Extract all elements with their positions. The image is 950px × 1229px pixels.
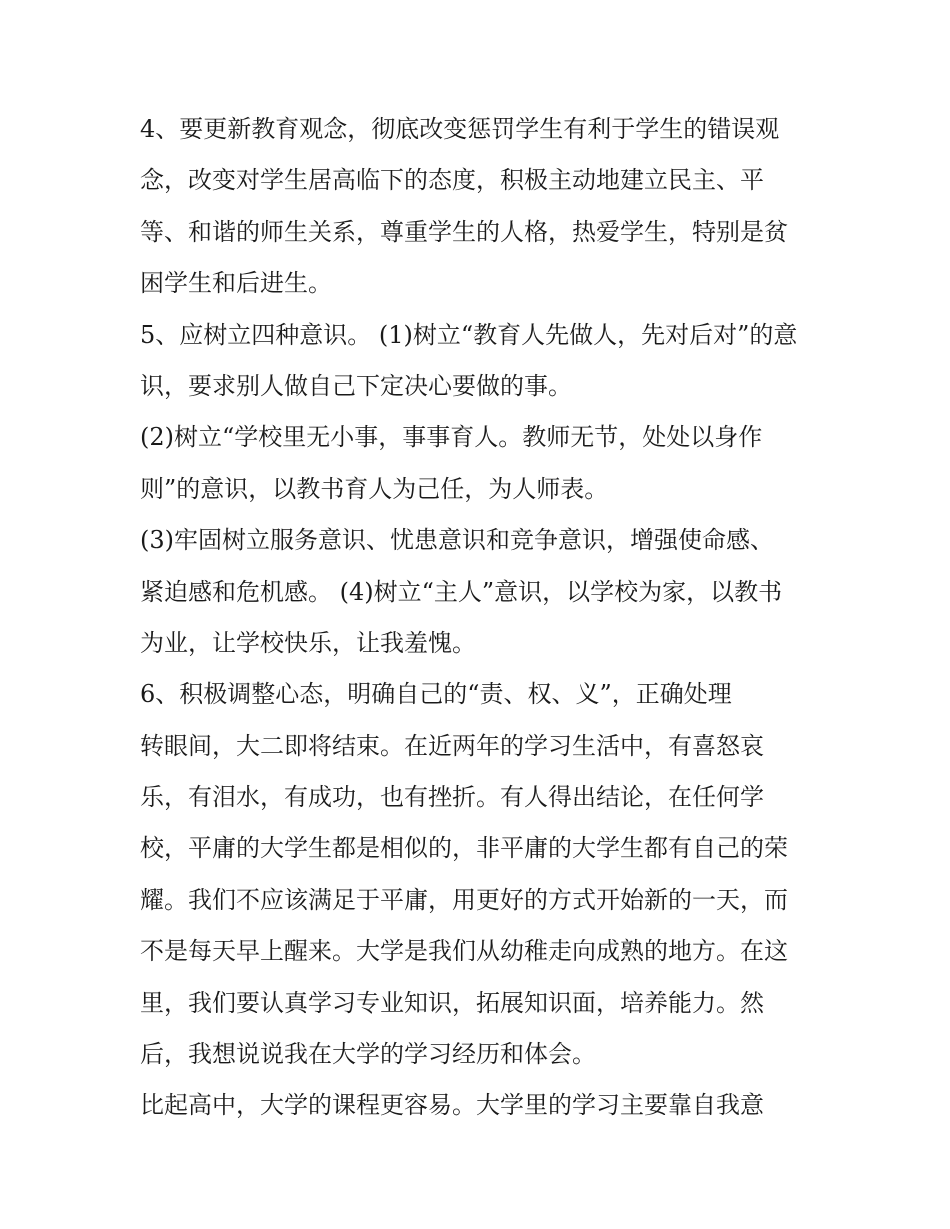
text-line: 比起高中，大学的课程更容易。大学里的学习主要靠自我意 bbox=[140, 1091, 764, 1120]
text-line: 等、和谐的师生关系，尊重学生的人格，热爱学生，特别是贫 bbox=[140, 217, 788, 246]
text-line: 5、应树立四种意识。 (1)树立“教育人先做人，先对后对”的意 bbox=[140, 320, 798, 349]
text-line: 校，平庸的大学生都是相似的，非平庸的大学生都有自己的荣 bbox=[140, 834, 788, 863]
text-line: 6、积极调整心态，明确自己的“责、权、义”，正确处理 bbox=[140, 680, 732, 709]
document-body bbox=[140, 104, 820, 1132]
text-line: 识，要求别人做自己下定决心要做的事。 bbox=[140, 371, 572, 400]
text-line: 则”的意识，以教书育人为己任，为人师表。 bbox=[140, 474, 609, 503]
text-line: (2)树立“学校里无小事，事事育人。教师无节，处处以身作 bbox=[140, 423, 763, 452]
text-line: 里，我们要认真学习专业知识，拓展知识面，培养能力。然 bbox=[140, 988, 764, 1017]
text-line: 念，改变对学生居高临下的态度，积极主动地建立民主、平 bbox=[140, 166, 764, 195]
text-line: 乐，有泪水，有成功，也有挫折。有人得出结论，在任何学 bbox=[140, 783, 764, 812]
text-line: 耀。我们不应该满足于平庸，用更好的方式开始新的一天，而 bbox=[140, 885, 788, 914]
text-line: 后，我想说说我在大学的学习经历和体会。 bbox=[140, 1040, 596, 1069]
text-line: 为业，让学校快乐，让我羞愧。 bbox=[140, 628, 476, 657]
text-line: 紧迫感和危机感。 (4)树立“主人”意识，以学校为家，以教书 bbox=[140, 577, 783, 606]
text-line: 不是每天早上醒来。大学是我们从幼稚走向成熟的地方。在这 bbox=[140, 937, 788, 966]
text-line: 4、要更新教育观念，彻底改变惩罚学生有利于学生的错误观 bbox=[140, 115, 780, 143]
text-line: (3)牢固树立服务意识、忧患意识和竞争意识，增强使命感、 bbox=[140, 526, 774, 555]
text-line: 困学生和后进生。 bbox=[140, 269, 332, 298]
text-line: 转眼间，大二即将结束。在近两年的学习生活中，有喜怒哀 bbox=[140, 731, 764, 760]
